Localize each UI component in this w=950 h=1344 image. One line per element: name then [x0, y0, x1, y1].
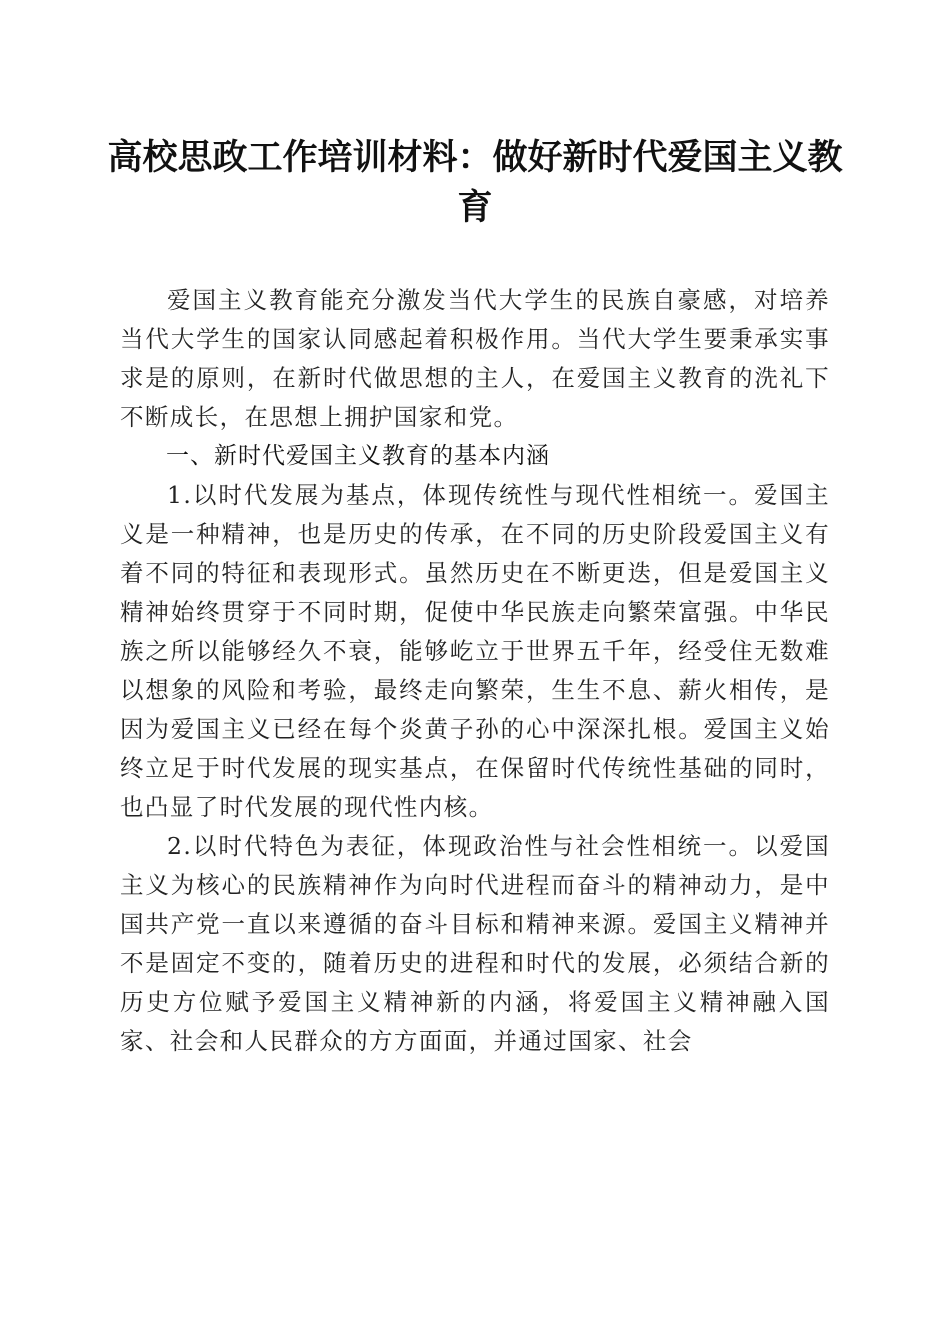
document-title: 高校思政工作培训材料：做好新时代爱国主义教育	[107, 137, 843, 228]
document-body	[120, 281, 830, 1061]
intro-paragraph: 爱国主义教育能充分激发当代大学生的民族自豪感，对培养当代大学生的国家认同感起着积极作用。当代大学生要秉承实事求是的原则，在新时代做思想的主人，在爱国主义教育的洗礼下不断成长，在思想上拥护国家和党。	[120, 286, 830, 431]
point-2-paragraph: 2.以时代特色为表征，体现政治性与社会性相统一。以爱国主义为核心的民族精神作为向时代进程而奋斗的精神动力，是中国共产党一直以来遵循的奋斗目标和精神来源。爱国主义精神并不是固定不变的，随着历史的进程和时代的发展，必须结合新的历史方位赋予爱国主义精神新的内涵，将爱国主义精神融入国家、社会和人民群众的方方面面，并通过国家、社会	[120, 832, 830, 1055]
point-1-paragraph: 1.以时代发展为基点，体现传统性与现代性相统一。爱国主义是一种精神，也是历史的传承，在不同的历史阶段爱国主义有着不同的特征和表现形式。虽然历史在不断更迭，但是爱国主义精神始终贯穿于不同时期，促使中华民族走向繁荣富强。中华民族之所以能够经久不衰，能够屹立于世界五千年，经受住无数难以想象的风险和考验，最终走向繁荣，生生不息、薪火相传，是因为爱国主义已经在每个炎黄子孙的心中深深扎根。爱国主义始终立足于时代发展的现实基点，在保留时代传统性基础的同时，也凸显了时代发展的现代性内核。	[120, 481, 830, 821]
section-heading: 一、新时代爱国主义教育的基本内涵	[166, 443, 550, 469]
